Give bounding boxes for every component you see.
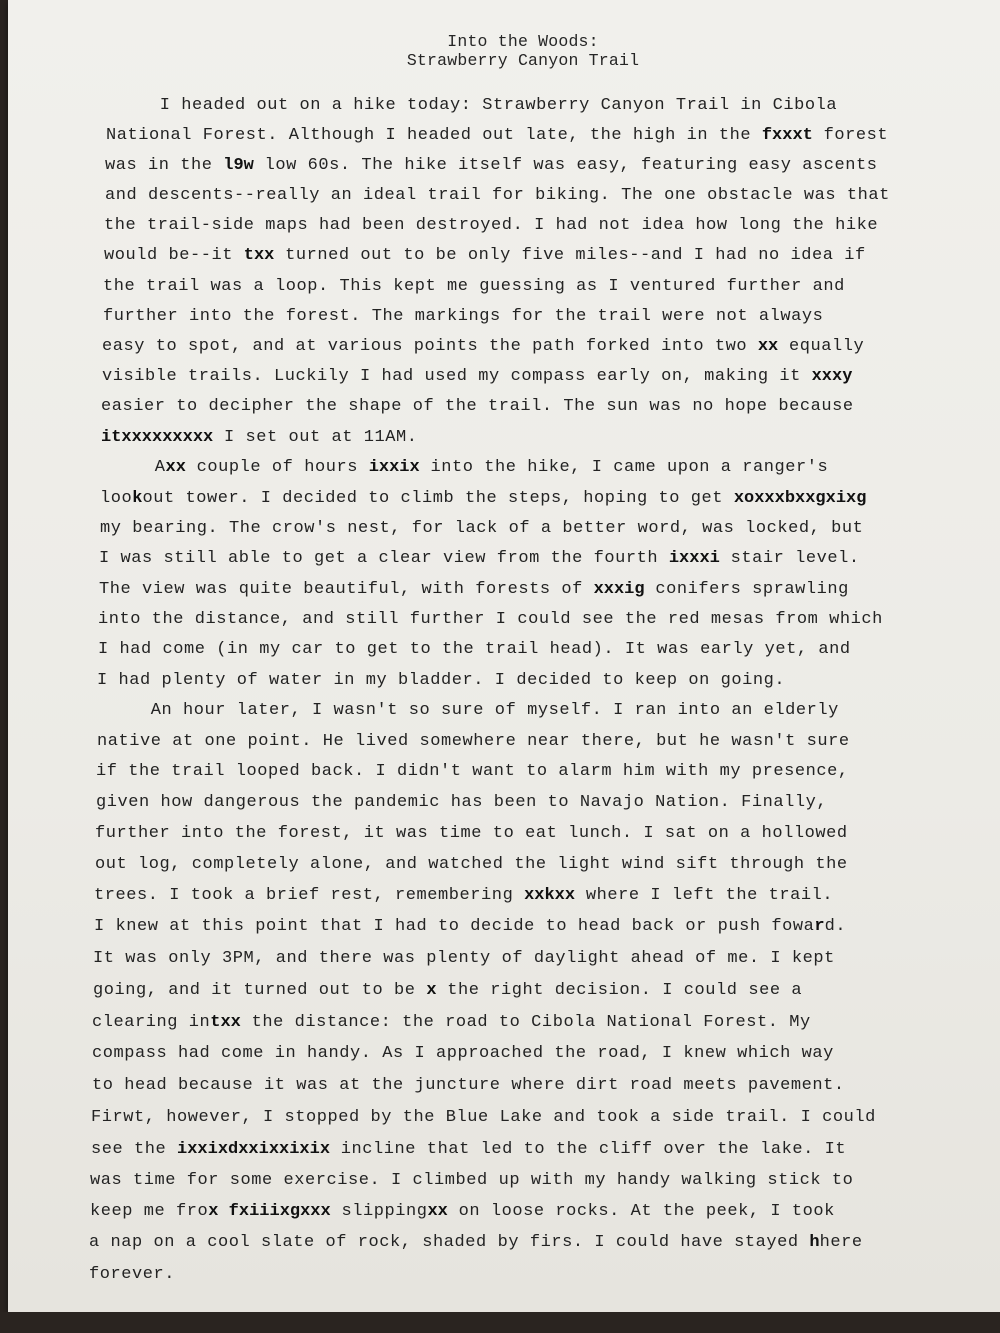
text-line (96, 762, 849, 781)
typed-text: into the distance, and still further I could see the red mesas from which (98, 610, 883, 629)
text-line (95, 824, 848, 843)
text-line (93, 949, 835, 968)
typed-text: and descents--really an ideal trail for biking. The one obstacle was that (105, 186, 890, 205)
text-line (98, 640, 851, 659)
text-line (100, 519, 863, 538)
typed-text: forest (812, 126, 889, 145)
typed-text: the distance: the road to Cibola National Forest. My (240, 1013, 811, 1032)
strikeout-text: xxkxx (524, 886, 576, 905)
text-line (105, 186, 890, 205)
typed-text: the trail-side maps had been destroyed. I had not idea how long the hike (104, 216, 879, 235)
typed-text: the right decision. I could see a (436, 981, 803, 1000)
strikeout-text: ixxix (368, 458, 420, 477)
text-line (100, 489, 866, 508)
text-line (99, 580, 849, 599)
text-line (101, 397, 854, 416)
typed-text: The view was quite beautiful, with forests of (99, 580, 594, 599)
text-line (101, 458, 828, 477)
typed-text: turned out to be only five miles--and I had no idea if (274, 246, 866, 265)
typed-text: I set out at 11AM. (213, 428, 418, 447)
strikeout-text: h (809, 1233, 820, 1252)
typed-text: loo (100, 489, 133, 508)
text-line (94, 886, 833, 905)
text-line (90, 1171, 853, 1190)
typed-text: slipping (330, 1202, 428, 1221)
strikeout-text: l9w (223, 156, 254, 175)
text-line (105, 156, 878, 175)
typed-text: see the (91, 1140, 178, 1159)
strikeout-text: k (132, 489, 143, 508)
typed-text: I had plenty of water in my bladder. I decided to keep on going. (97, 671, 786, 690)
text-line (102, 367, 852, 386)
typed-text: my bearing. The crow's nest, for lack of a better word, was locked, but (100, 519, 864, 538)
text-line (102, 337, 864, 356)
text-line (92, 1044, 834, 1063)
document-title: Into the Woods: (447, 32, 599, 51)
text-line (97, 701, 839, 720)
typed-text: where I left the trail. (575, 886, 834, 905)
typed-text: clearing in (92, 1013, 211, 1032)
strikeout-text: xxxy (811, 367, 853, 386)
text-line (99, 549, 860, 568)
typed-text: if the trail looped back. I didn't want to alarm him with my presence, (96, 762, 849, 781)
text-line (89, 1265, 175, 1284)
typed-text: A (101, 458, 166, 477)
typed-text: stair level. (719, 549, 860, 568)
text-line (92, 1013, 811, 1032)
typed-text: easy to spot, and at various points the path forked into two (102, 337, 758, 356)
typed-text: on loose rocks. At the peek, I took (447, 1202, 835, 1221)
typed-text: was time for some exercise. I climbed up with my handy walking stick to (90, 1171, 854, 1190)
text-line (106, 96, 837, 115)
text-line (90, 1202, 835, 1221)
typed-text: I headed out on a hike today: Strawberry Canyon Trail in Cibola (106, 96, 838, 115)
typed-text: couple of hours (185, 458, 369, 477)
typed-text: easier to decipher the shape of the trail. The sun was no hope because (101, 397, 854, 416)
text-line (92, 1076, 845, 1095)
typed-text: equally (778, 337, 865, 356)
text-line (98, 610, 883, 629)
text-line (91, 1108, 876, 1127)
text-line (91, 1140, 846, 1159)
strikeout-text: txx (210, 1013, 241, 1032)
text-line (94, 917, 846, 936)
strikeout-text: ixxixdxxixxixix (177, 1140, 331, 1159)
typed-text: to head because it was at the juncture where dirt road meets pavement. (92, 1076, 845, 1095)
typed-text: National Forest. Although I headed out late, the high in the (106, 126, 762, 145)
typed-text: forever. (89, 1265, 176, 1284)
strikeout-text: x fxiiixgxxx (208, 1202, 331, 1221)
strikeout-text: xx (427, 1202, 448, 1221)
text-line (93, 981, 802, 1000)
strikeout-text: txx (243, 246, 275, 265)
typed-text: incline that led to the cliff over the lake. It (330, 1140, 847, 1159)
text-line (104, 246, 866, 265)
typed-text: Firwt, however, I stopped by the Blue Lake and took a side trail. I could (91, 1108, 876, 1127)
text-line (97, 671, 785, 690)
typed-text: It was only 3PM, and there was plenty of daylight ahead of me. I kept (93, 949, 835, 968)
text-line (89, 1233, 863, 1252)
strikeout-text: fxxxt (761, 126, 813, 145)
typed-text: d. (824, 917, 847, 936)
typed-text: I was still able to get a clear view from the fourth (99, 549, 669, 568)
typed-text: was in the (105, 156, 224, 175)
typed-text: trees. I took a brief rest, remembering (94, 886, 525, 905)
typed-text: out tower. I decided to climb the steps, hoping to get (142, 489, 734, 508)
typed-text: An hour later, I wasn't so sure of myself. I ran into an elderly (97, 701, 839, 720)
text-line (106, 126, 888, 145)
strikeout-text: xoxxxbxxgxixg (733, 489, 867, 508)
strikeout-text: x (426, 981, 437, 1000)
typed-text: I had come (in my car to get to the trail head). It was early yet, and (98, 640, 851, 659)
typed-text: visible trails. Luckily I had used my compass early on, making it (102, 367, 812, 386)
typed-text: given how dangerous the pandemic has been to Navajo Nation. Finally, (96, 793, 828, 812)
text-line (97, 732, 850, 751)
text-line (96, 793, 827, 812)
typed-text: conifers sprawling (644, 580, 849, 599)
typed-text: further into the forest, it was time to eat lunch. I sat on a hollowed (95, 824, 848, 843)
typed-text: would be--it (104, 246, 244, 265)
text-line (101, 428, 418, 447)
text-line (95, 855, 848, 874)
typed-text: the trail was a loop. This kept me guessing as I ventured further and (103, 277, 845, 296)
typed-text: further into the forest. The markings for the trail were not always (103, 307, 824, 326)
typed-text: keep me fro (90, 1202, 209, 1221)
strikeout-text: xx (165, 458, 186, 477)
strikeout-text: ixxxi (668, 549, 720, 568)
typed-text: low 60s. The hike itself was easy, featuring easy ascents (253, 156, 878, 175)
strikeout-text: xxxig (593, 580, 645, 599)
typed-text: going, and it turned out to be (93, 981, 427, 1000)
table-surface (0, 1312, 1000, 1333)
typed-text: out log, completely alone, and watched the light wind sift through the (95, 855, 848, 874)
typed-text: into the hike, I came upon a ranger's (419, 458, 829, 477)
typed-text: here (819, 1233, 863, 1252)
typed-text: native at one point. He lived somewhere near there, but he wasn't sure (97, 732, 850, 751)
text-line (103, 277, 845, 296)
strikeout-text: xx (757, 337, 779, 356)
typed-text: compass had come in handy. As I approached the road, I knew which way (92, 1044, 834, 1063)
text-line (104, 216, 878, 235)
typed-text: I knew at this point that I had to decide to head back or push fowa (94, 917, 815, 936)
text-line (103, 307, 823, 326)
strikeout-text: r (814, 917, 825, 936)
strikeout-text: itxxxxxxxxx (101, 428, 214, 447)
document-subtitle: Strawberry Canyon Trail (406, 51, 640, 70)
typed-text: a nap on a cool slate of rock, shaded by firs. I could have stayed (89, 1233, 810, 1252)
typewritten-page (8, 0, 1000, 1312)
